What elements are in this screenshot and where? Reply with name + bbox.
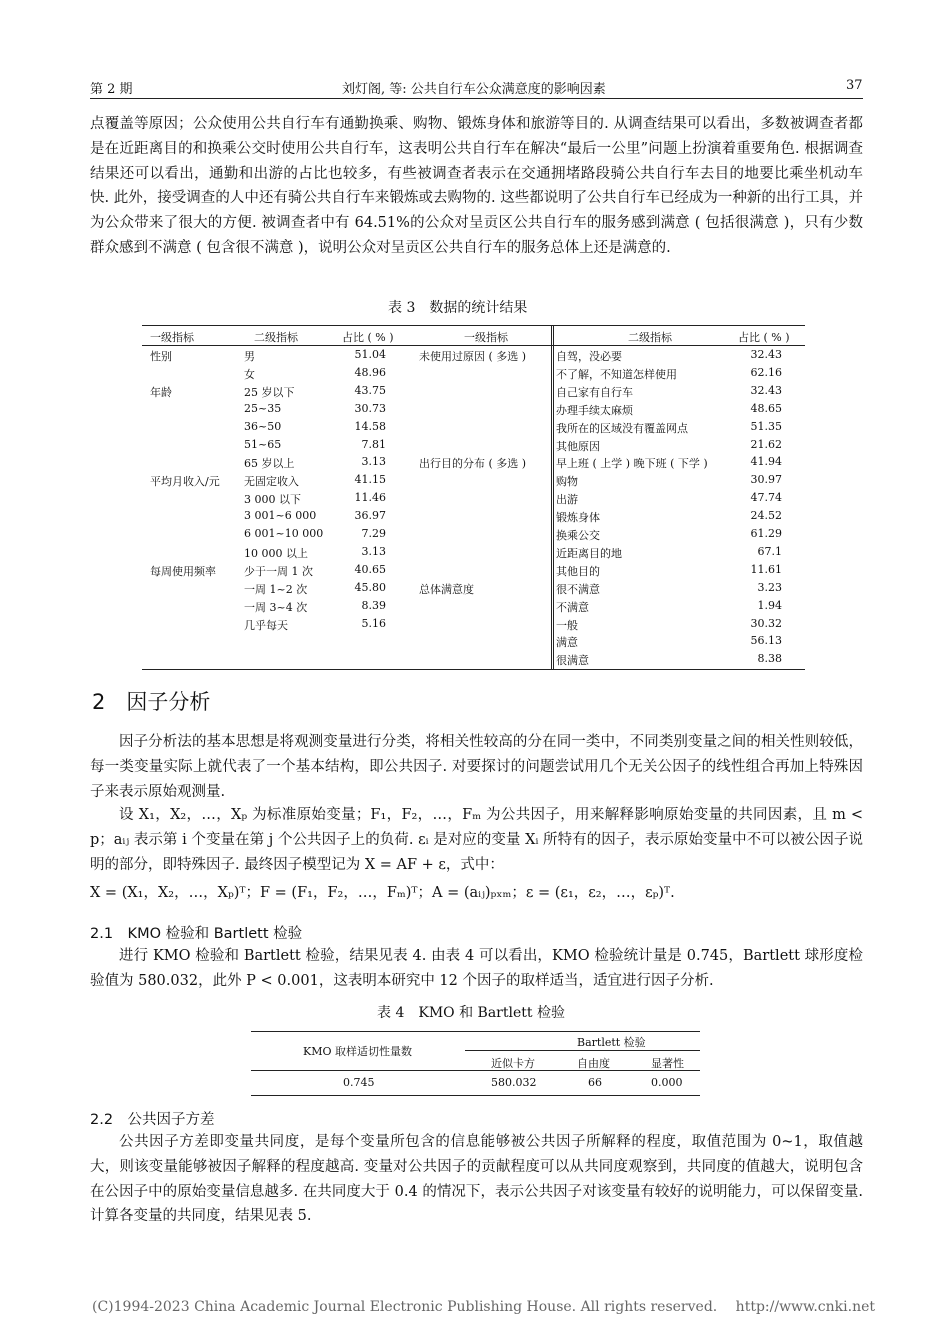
header-page: 37 (846, 78, 863, 93)
table4-subheader-rule (465, 1050, 700, 1051)
section2-paragraph-1 (90, 730, 863, 804)
table3-left-sub: 女 (244, 367, 255, 381)
table4-header-df: 自由度 (577, 1057, 610, 1070)
table4-header-bartlett: Bartlett 检验 (577, 1036, 646, 1049)
table3-right-sub: 很不满意 (556, 582, 600, 596)
table3-left-sub: 无固定收入 (244, 475, 299, 489)
table4-df-value: 66 (588, 1076, 602, 1089)
table3-right-val: 1.94 (757, 598, 782, 612)
table4-header-sig: 显著性 (651, 1057, 684, 1070)
table3-right-val: 3.23 (757, 580, 782, 594)
table3-caption: 表 3 数据的统计结果 (388, 300, 528, 316)
table3-right-sub: 不满意 (556, 600, 589, 614)
table4-kmo-value: 0.745 (343, 1076, 375, 1089)
table4-header-chi: 近似卡方 (491, 1057, 535, 1070)
table3-left-val: 45.80 (354, 580, 386, 594)
table3-right-val: 67.1 (757, 544, 782, 558)
table3-left-sub: 36~50 (244, 419, 282, 433)
subsection-2-2-text: 公共因子方差即变量共同度，是每个变量所包含的信息能够被公共因子所解释的程度，取值范围为 0~1，取值越大，则该变量能够被因子解释的程度越高. 变量对公共因子的贡献程度可以从共同度观察到，共同度的值越大，说明包含在公因子中的原始变量信息越多. 在共同度大于 0.4 的情况下，表示公共因子对该变量有较好的说明能力，可以保留变量. 计算各变量的共同度，结果见表 5. (90, 1134, 863, 1225)
table3-right-val: 61.29 (750, 527, 782, 540)
table3-right-sub: 很满意 (556, 654, 589, 668)
table3-left-val: 43.75 (354, 383, 386, 397)
table3-left-val: 30.73 (354, 401, 386, 415)
table4-header-kmo: KMO 取样适切性量数 (303, 1045, 412, 1058)
table3-right-sub: 早上班 ( 上学 ) 晚下班 ( 下学 ) (556, 457, 708, 471)
subsection-2-1-paragraph (90, 944, 863, 994)
table3-right-cat: 未使用过原因 ( 多选 ) (419, 350, 527, 363)
table3-right-sub: 购物 (556, 475, 578, 489)
table3-right-sub: 一般 (556, 618, 578, 632)
table4-sig-value: 0.000 (651, 1076, 683, 1089)
table4 (251, 1031, 700, 1096)
table3-left-val: 40.65 (354, 562, 386, 576)
intro-paragraph (90, 112, 863, 261)
table3-right-sub: 换乘公交 (556, 529, 600, 542)
table3-left-sub: 51~65 (244, 437, 282, 451)
table3-header-left-val: 占比 ( % ) (342, 331, 394, 344)
table3-left-sub: 25~35 (244, 401, 282, 415)
table3-left-sub: 3 001~6 000 (244, 509, 317, 523)
table3-header-right-val: 占比 ( % ) (738, 331, 790, 344)
table3-right-val: 30.97 (750, 473, 782, 487)
table3-left-val: 11.46 (354, 491, 386, 505)
header-issue: 第 2 期 (90, 82, 133, 97)
table3-left-sub: 10 000 以上 (244, 546, 308, 560)
table4-chi-value: 580.032 (491, 1076, 537, 1089)
table3-left-val: 7.29 (361, 527, 386, 540)
table3-left-val: 3.13 (361, 544, 386, 558)
table3-right-val: 51.35 (750, 419, 782, 433)
table3-right-sub: 我所在的区域没有覆盖网点 (556, 421, 688, 435)
table3-left-val: 48.96 (354, 365, 386, 379)
table3-right-sub: 其他目的 (556, 564, 600, 578)
subsection-2-1-title: 2.1 KMO 检验和 Bartlett 检验 (90, 926, 303, 942)
table4-header-rule (251, 1070, 700, 1071)
table3-left-val: 5.16 (361, 616, 386, 630)
table3-left-val: 7.81 (361, 437, 386, 451)
table3-left-sub: 一周 1~2 次 (244, 582, 308, 596)
table3-left-val: 36.97 (354, 509, 386, 523)
table3-right-sub: 办理手续太麻烦 (556, 403, 633, 417)
table3-right-val: 24.52 (750, 509, 782, 523)
table3-right-val: 41.94 (750, 455, 782, 469)
table3-left-val: 51.04 (354, 348, 386, 361)
subsection-2-1-text: 进行 KMO 检验和 Bartlett 检验，结果见表 4. 由表 4 可以看出，KMO 检验统计量是 0.745，Bartlett 球形度检验值为 580.032，此外 P < 0.001，这表明本研究中 12 个因子的取样适当，适宜进行因子分析. (90, 948, 863, 989)
table3-right-sub: 近距离目的地 (556, 546, 622, 560)
table3-left-val: 8.39 (361, 598, 386, 612)
section-title: 2 因子分析 (92, 690, 211, 714)
table3-left-sub: 男 (244, 350, 255, 363)
subsection-2-2-title: 2.2 公共因子方差 (90, 1112, 215, 1128)
table3-right-val: 32.43 (750, 348, 782, 361)
subsection-2-2-paragraph (90, 1130, 863, 1229)
table3-left-cat: 年龄 (150, 385, 172, 399)
table3-right-sub: 自己家有自行车 (556, 385, 633, 399)
table3-left-sub: 6 001~10 000 (244, 527, 324, 540)
header-rule (90, 98, 863, 99)
table3-right-val: 62.16 (750, 365, 782, 379)
table3-header-rule (142, 345, 805, 346)
table3-right-sub: 出游 (556, 493, 578, 507)
table3-right-cat: 总体满意度 (419, 582, 474, 596)
table3-right-cat: 出行目的分布 ( 多选 ) (419, 457, 527, 471)
table3-left-val: 14.58 (354, 419, 386, 433)
table3-right-val: 30.32 (750, 616, 782, 630)
table3-left-cat: 平均月收入/元 (150, 475, 220, 489)
table3-left-sub: 一周 3~4 次 (244, 600, 308, 614)
copyright-footer: (C)1994-2023 China Academic Journal Electronic Publishing House. All rights reserved. http://www.cnki.net (92, 1299, 876, 1315)
table3-left-sub: 少于一周 1 次 (244, 564, 313, 578)
table3-left-val: 3.13 (361, 455, 386, 469)
table3-header-right-cat: 一级指标 (464, 331, 508, 344)
table3-left-cat: 性别 (150, 350, 172, 363)
table3-divider (553, 326, 554, 669)
table3-left-sub: 几乎每天 (244, 618, 288, 632)
table3-right-sub: 不了解，不知道怎样使用 (556, 367, 677, 381)
table3-right-val: 8.38 (757, 652, 782, 666)
table3-left-cat: 每周使用频率 (150, 564, 216, 578)
table3-right-sub: 锻炼身体 (556, 511, 600, 525)
section2-text-2: 设 X₁，X₂，…，Xₚ 为标准原始变量；F₁，F₂，…，Fₘ 为公共因子，用来解释影响原始变量的共同因素，且 m < p；aᵢⱼ 表示第 i 个变量在第 j 个公共因子上的负荷. εᵢ 是对应的变量 Xᵢ 所特有的因子，表示原始变量中不可以被公因子说明的部分，即特殊因子. 最终因子模型记为 X = AF + ε，式中： (90, 807, 863, 873)
header-title: 刘灯阁, 等: 公共自行车公众满意度的影响因素 (342, 82, 606, 97)
table3-right-val: 32.43 (750, 383, 782, 397)
table3-right-val: 47.74 (750, 491, 782, 505)
table3-right-val: 11.61 (750, 562, 782, 576)
table3 (142, 325, 805, 670)
section2-text-1: 因子分析法的基本思想是将观测变量进行分类，将相关性较高的分在同一类中，不同类别变量之间的相关性则较低，每一类变量实际上就代表了一个基本结构，即公共因子. 对要探讨的问题尝试用几个无关公因子的线性组合再加上特殊因子来表示原始观测量. (90, 734, 863, 800)
table4-caption: 表 4 KMO 和 Bartlett 检验 (377, 1005, 565, 1021)
table3-divider (551, 326, 552, 669)
table3-left-sub: 3 000 以下 (244, 493, 301, 507)
table3-left-val: 41.15 (354, 473, 386, 487)
table3-left-sub: 65 岁以上 (244, 457, 295, 471)
table3-right-sub: 满意 (556, 636, 578, 650)
table3-right-val: 56.13 (750, 634, 782, 648)
table3-header-left-sub: 二级指标 (254, 331, 298, 344)
section2-text-3: X = (X₁，X₂，…，Xₚ)ᵀ；F = (F₁，F₂，…，Fₘ)ᵀ；A = (aᵢⱼ)ₚₓₘ；ε = (ε₁，ε₂，…，εₚ)ᵀ. (90, 885, 675, 902)
table3-left-sub: 25 岁以下 (244, 385, 295, 399)
table3-header-right-sub: 二级指标 (628, 331, 672, 344)
section2-paragraph-2 (90, 803, 863, 906)
intro-text: 点覆盖等原因；公众使用公共自行车有通勤换乘、购物、锻炼身体和旅游等目的. 从调查结果可以看出，多数被调查者都是在近距离目的和换乘公交时使用公共自行车，这表明公共自行车在解决“最后一公里”问题上扮演着重要角色. 根据调查结果还可以看出，通勤和出游的占比也较多，有些被调查者表示在交通拥堵路段骑公共自行车去目的地要比乘坐机动车快. 此外，接受调查的人中还有骑公共自行车来锻炼或去购物的. 这些都说明了公共自行车已经成为一种新的出行工具，并为公众带来了很大的方便. 被调查者中有 64.51%的公众对呈贡区公共自行车的服务感到满意 ( 包括很满意 )，只有少数群众感到不满意 ( 包含很不满意 )，说明公众对呈贡区公共自行车的服务总体上还是满意的. (90, 116, 863, 256)
table3-header-left-cat: 一级指标 (150, 331, 194, 344)
table3-right-val: 21.62 (750, 437, 782, 451)
table3-right-val: 48.65 (750, 401, 782, 415)
table3-right-sub: 自驾，没必要 (556, 350, 622, 363)
table3-right-sub: 其他原因 (556, 439, 600, 453)
